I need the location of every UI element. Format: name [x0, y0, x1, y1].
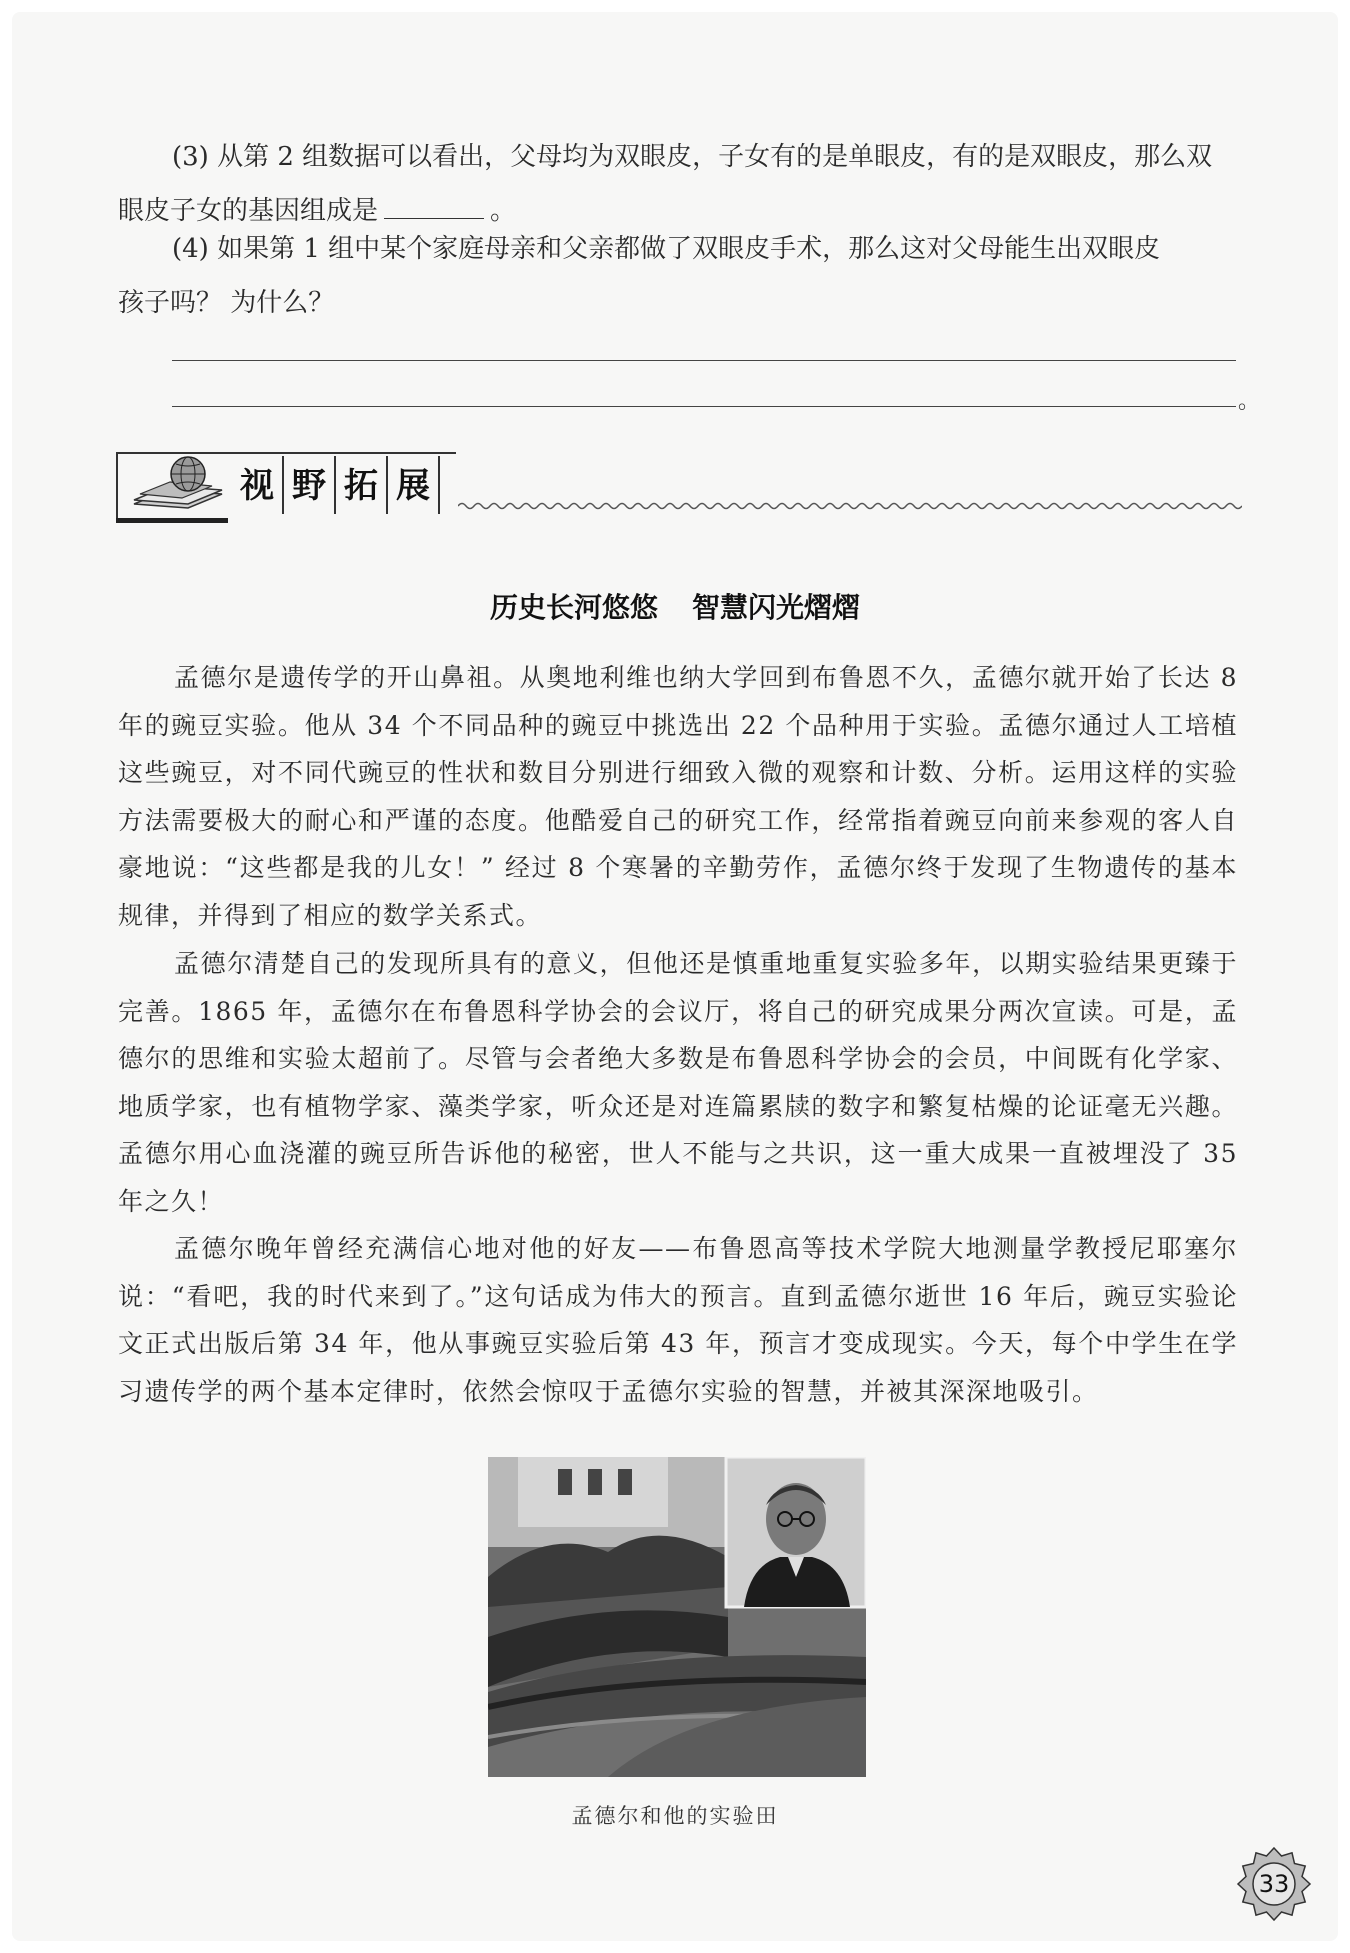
page-number: 33	[1258, 1870, 1290, 1898]
question-3-end: 。	[490, 196, 517, 226]
answer-blank[interactable]	[384, 194, 484, 219]
question-3-line-1: (3) 从第 2 组数据可以看出，父母均为双眼皮，子女有的是单眼皮，有的是双眼皮，那么双	[172, 142, 1213, 172]
article-title-part-2: 智慧闪光熠熠	[692, 591, 861, 624]
question-4-line-1: (4) 如果第 1 组中某个家庭母亲和父亲都做了双眼皮手术，那么这对父母能生出双眼皮	[172, 234, 1161, 264]
garden-photo-image	[488, 1457, 866, 1777]
section-title: 视野拓展	[240, 466, 448, 506]
article-title-part-1: 历史长河悠悠	[489, 591, 658, 624]
mendel-garden-photo	[488, 1457, 866, 1777]
article-paragraph-3: 孟德尔晚年曾经充满信心地对他的好友——布鲁恩高等技术学院大地测量学教授尼耶塞尔说：“看吧，我的时代来到了。”这句话成为伟大的预言。直到孟德尔逝世 16 年后，豌豆实验论文正式出版后第 34 年，他从事豌豆实验后第 43 年，预言才变成现实。今天，每个中学生在学习遗传学的两个基本定律时，依然会惊叹于孟德尔实验的智慧，并被其深深地吸引。	[118, 1234, 1238, 1406]
article-title	[0, 586, 1350, 626]
question-3-line-2: 眼皮子女的基因组成是	[118, 196, 379, 226]
article-paragraph-2: 孟德尔清楚自己的发现所具有的意义，但他还是慎重地重复实验多年，以期实验结果更臻于完善。1865 年，孟德尔在布鲁恩科学协会的会议厅，将自己的研究成果分两次宣读。可是，孟德尔的思维和实验太超前了。尽管与会者绝大多数是布鲁恩科学协会的会员，中间既有化学家、地质学家，也有植物学家、藻类学家，听众还是对连篇累牍的数字和繁复枯燥的论证毫无兴趣。孟德尔用心血浇灌的豌豆所告诉他的秘密，世人不能与之共识，这一重大成果一直被埋没了 35 年之久！	[118, 949, 1238, 1216]
banner-bottom-bar	[116, 518, 228, 523]
question-4-line-2: 孩子吗？ 为什么？	[118, 288, 335, 318]
answer-line-1[interactable]	[172, 360, 1236, 361]
article-paragraph-1: 孟德尔是遗传学的开山鼻祖。从奥地利维也纳大学回到布鲁恩不久，孟德尔就开始了长达 8 年的豌豆实验。他从 34 个不同品种的豌豆中挑选出 22 个品种用于实验。孟德尔通过人工培植这些豌豆，对不同代豌豆的性状和数目分别进行细致入微的观察和计数、分析。运用这样的实验方法需要极大的耐心和严谨的态度。他酷爱自己的研究工作，经常指着豌豆向前来参观的客人自豪地说：“这些都是我的儿女！” 经过 8 个寒暑的辛勤劳作，孟德尔终于发现了生物遗传的基本规律，并得到了相应的数学关系式。	[118, 663, 1238, 930]
answer-line-2[interactable]	[172, 406, 1236, 407]
wavy-rule	[458, 500, 1242, 512]
book-globe-icon	[130, 454, 230, 514]
section-banner	[116, 452, 1236, 522]
answer-end-mark: 。	[1238, 389, 1261, 414]
question-4	[118, 222, 1238, 330]
banner-left-rule	[116, 452, 118, 520]
photo-caption: 孟德尔和他的实验田	[571, 1804, 779, 1828]
page-number-badge	[1236, 1846, 1312, 1922]
